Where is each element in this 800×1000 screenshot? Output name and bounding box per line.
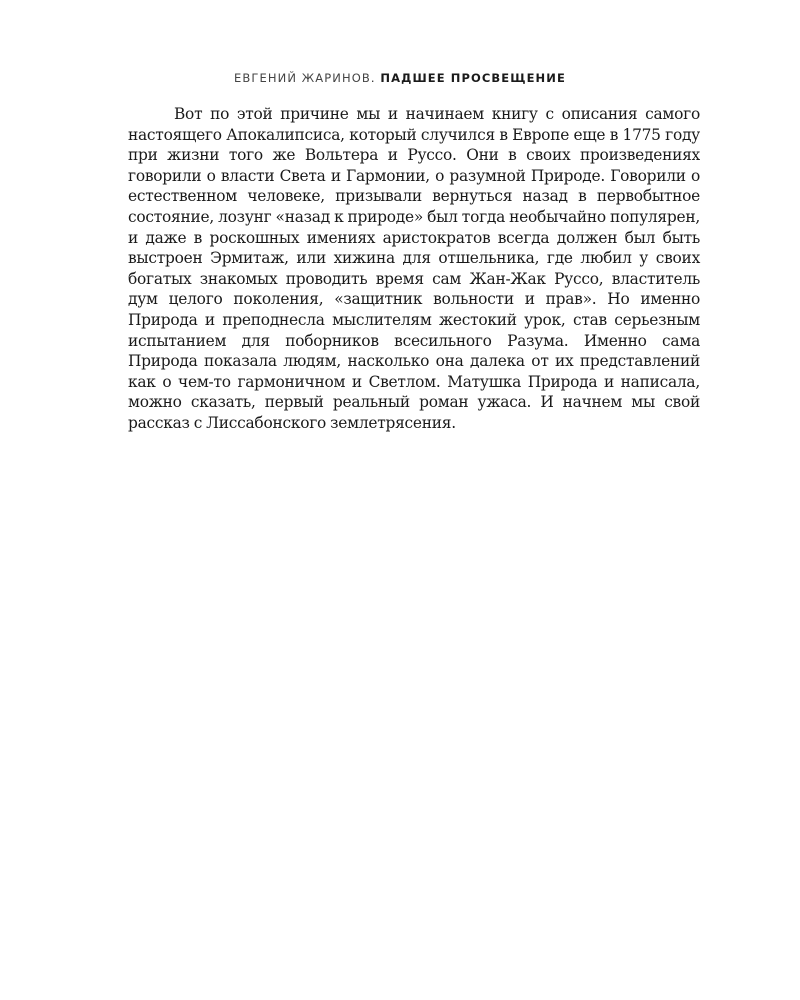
running-head (0, 70, 800, 86)
running-head-separator: . (370, 71, 381, 85)
running-head-title: ПАДШЕЕ ПРОСВЕЩЕНИЕ (380, 71, 566, 85)
running-head-author: ЕВГЕНИЙ ЖАРИНОВ (234, 71, 371, 85)
body-paragraph: Вот по этой причине мы и начинаем книгу с описания самого настоящего Апокалипсиса, который случился в Европе еще в 1775 году при жизни того же Вольтера и Руссо. Они в своих произведениях говорили о власти Света и Гармонии, о разумной Природе. Говорили о естественном человеке, призывали вернуться назад в первобытное состояние, лозунг «назад к природе» был тогда необычайно популярен, и даже в роскошных имениях аристократов всегда должен был быть выстроен Эрмитаж, или хижина для отшельника, где любил у своих богатых знакомых проводить время сам Жан-Жак Руссо, властитель дум целого поколения, «защитник вольности и прав». Но именно Природа и преподнесла мыслителям жестокий урок, став серьезным испытанием для поборников всесильного Разума. Именно сама Природа показала людям, насколько она далека от их представлений как о чем-то гармоничном и Светлом. Матушка Природа и написала, можно сказать, первый реальный роман ужаса. И начнем мы свой рассказ с Лиссабонского землетрясения. (128, 105, 700, 432)
